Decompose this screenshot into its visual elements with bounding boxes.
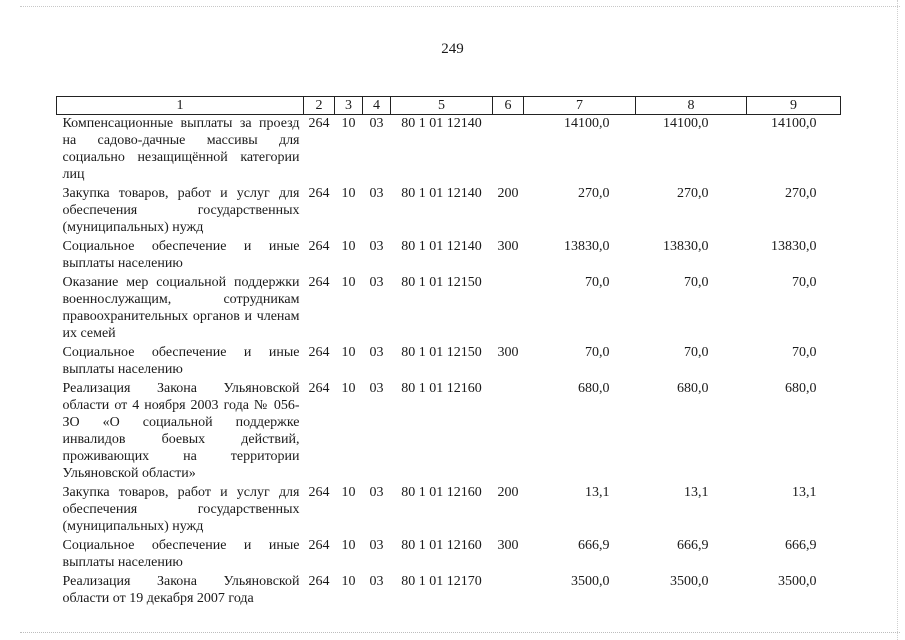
cell-target-article: 80 1 01 12160 [401, 485, 482, 500]
header-row [57, 97, 841, 115]
cell-amount-col7: 70,0 [585, 275, 610, 290]
cell-section: 10 [341, 574, 356, 589]
cell-amount-col7: 13830,0 [564, 239, 610, 254]
table-row [57, 185, 841, 238]
cell-amount-col7: 13,1 [585, 485, 610, 500]
table-row [57, 537, 841, 573]
cell-section: 10 [341, 381, 356, 396]
column-header-4: 4 [363, 97, 391, 115]
cell-subsection: 03 [369, 381, 384, 396]
column-header-7: 7 [524, 97, 636, 115]
cell-expense-type [493, 115, 524, 186]
cell-subsection: 03 [369, 574, 384, 589]
row-description: Социальное обеспечение и иные выплаты населению [62, 239, 300, 271]
cell-target-article: 80 1 01 12160 [401, 381, 482, 396]
cell-section: 10 [341, 485, 356, 500]
cell-target-article: 80 1 01 12170 [401, 574, 482, 589]
cell-expense-type [493, 380, 524, 484]
cell-amount-col9: 13830,0 [771, 239, 817, 254]
cell-ministry-code: 264 [308, 485, 330, 500]
cell-target-article: 80 1 01 12140 [401, 239, 482, 254]
column-header-5: 5 [391, 97, 493, 115]
cell-ministry-code: 264 [308, 574, 330, 589]
cell-ministry-code: 264 [308, 275, 330, 290]
cell-amount-col9: 14100,0 [771, 116, 817, 131]
cell-amount-col7: 14100,0 [564, 116, 610, 131]
page-number: 249 [441, 41, 464, 57]
cell-amount-col7: 270,0 [578, 186, 610, 201]
cell-ministry-code: 264 [308, 186, 330, 201]
cell-expense-type: 300 [497, 538, 519, 553]
table-row [57, 573, 841, 607]
cell-subsection: 03 [369, 538, 384, 553]
column-header-3: 3 [335, 97, 363, 115]
cell-amount-col8: 3500,0 [670, 574, 709, 589]
cell-subsection: 03 [369, 116, 384, 131]
row-description: Социальное обеспечение и иные выплаты населению [62, 538, 300, 570]
row-description: Компенсационные выплаты за проезд на садово-дачные массивы для социально незащищённой категории лиц [62, 116, 300, 182]
cell-amount-col9: 680,0 [785, 381, 817, 396]
cell-amount-col8: 70,0 [684, 345, 709, 360]
cell-subsection: 03 [369, 485, 384, 500]
table-row [57, 238, 841, 274]
cell-amount-col9: 70,0 [792, 345, 817, 360]
cell-section: 10 [341, 275, 356, 290]
column-header-2: 2 [304, 97, 335, 115]
cell-ministry-code: 264 [308, 538, 330, 553]
cell-subsection: 03 [369, 186, 384, 201]
cell-section: 10 [341, 345, 356, 360]
row-description: Закупка товаров, работ и услуг для обеспечения государственных (муниципальных) нужд [62, 186, 300, 235]
scan-edge-right [897, 0, 898, 640]
cell-target-article: 80 1 01 12150 [401, 345, 482, 360]
cell-amount-col7: 666,9 [578, 538, 610, 553]
column-header-9: 9 [747, 97, 841, 115]
cell-target-article: 80 1 01 12140 [401, 116, 482, 131]
cell-amount-col9: 666,9 [785, 538, 817, 553]
budget-table [56, 96, 841, 607]
cell-target-article: 80 1 01 12140 [401, 186, 482, 201]
cell-subsection: 03 [369, 239, 384, 254]
table-row [57, 484, 841, 537]
cell-amount-col8: 680,0 [677, 381, 709, 396]
cell-section: 10 [341, 538, 356, 553]
table-row [57, 274, 841, 344]
cell-amount-col8: 14100,0 [663, 116, 709, 131]
cell-section: 10 [341, 116, 356, 131]
cell-section: 10 [341, 239, 356, 254]
cell-expense-type: 300 [497, 345, 519, 360]
row-description: Закупка товаров, работ и услуг для обеспечения государственных (муниципальных) нужд [62, 485, 300, 534]
cell-subsection: 03 [369, 345, 384, 360]
row-description: Реализация Закона Ульяновской области от 4 ноября 2003 года № 056-ЗО «О социальной поддержке инвалидов боевых действий, проживающих на территории Ульяновской области» [62, 381, 300, 481]
cell-subsection: 03 [369, 275, 384, 290]
column-header-1: 1 [57, 97, 304, 115]
cell-expense-type: 200 [497, 186, 519, 201]
row-description: Социальное обеспечение и иные выплаты населению [62, 345, 300, 377]
cell-expense-type [493, 573, 524, 607]
cell-expense-type: 200 [497, 485, 519, 500]
cell-ministry-code: 264 [308, 116, 330, 131]
cell-ministry-code: 264 [308, 345, 330, 360]
cell-amount-col9: 3500,0 [778, 574, 817, 589]
cell-amount-col8: 666,9 [677, 538, 709, 553]
cell-target-article: 80 1 01 12160 [401, 538, 482, 553]
cell-amount-col7: 3500,0 [571, 574, 610, 589]
column-header-8: 8 [636, 97, 747, 115]
cell-amount-col8: 13,1 [684, 485, 709, 500]
cell-section: 10 [341, 186, 356, 201]
column-header-6: 6 [493, 97, 524, 115]
table-row [57, 344, 841, 380]
cell-amount-col9: 270,0 [785, 186, 817, 201]
cell-amount-col7: 70,0 [585, 345, 610, 360]
table-row [57, 380, 841, 484]
cell-target-article: 80 1 01 12150 [401, 275, 482, 290]
cell-expense-type [493, 274, 524, 344]
cell-amount-col8: 70,0 [684, 275, 709, 290]
cell-ministry-code: 264 [308, 239, 330, 254]
cell-amount-col8: 270,0 [677, 186, 709, 201]
cell-ministry-code: 264 [308, 381, 330, 396]
cell-amount-col8: 13830,0 [663, 239, 709, 254]
cell-amount-col9: 13,1 [792, 485, 817, 500]
cell-amount-col9: 70,0 [792, 275, 817, 290]
cell-expense-type: 300 [497, 239, 519, 254]
scan-edge-bottom [20, 632, 900, 633]
cell-amount-col7: 680,0 [578, 381, 610, 396]
row-description: Оказание мер социальной поддержки военнослужащим, сотрудникам правоохранительных органов и членам их семей [62, 275, 300, 341]
table-row [57, 115, 841, 186]
scan-edge-top [20, 6, 900, 7]
row-description: Реализация Закона Ульяновской области от 19 декабря 2007 года [62, 574, 300, 606]
